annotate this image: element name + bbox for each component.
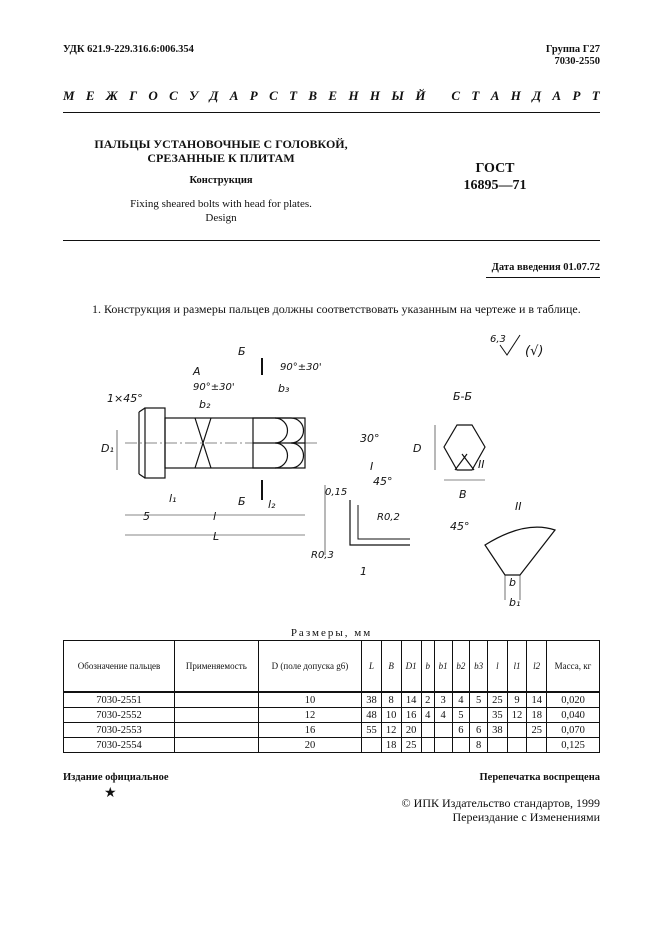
table-cell: 35 bbox=[488, 708, 508, 723]
title-line1: ПАЛЬЦЫ УСТАНОВОЧНЫЕ С ГОЛОВКОЙ, bbox=[94, 137, 348, 151]
banner-letter: Ж bbox=[105, 88, 118, 103]
table-cell bbox=[175, 692, 259, 708]
table-cell: 5 bbox=[470, 692, 488, 708]
table-cell: 5 bbox=[452, 708, 470, 723]
table-header-row bbox=[64, 641, 600, 693]
doc-title bbox=[80, 137, 362, 165]
label-30deg: 30° bbox=[360, 432, 380, 445]
table-caption: Размеры, мм bbox=[290, 627, 373, 639]
copyright-line1: © ИПК Издательство стандартов, 1999 bbox=[401, 796, 600, 810]
label-a: A bbox=[193, 365, 201, 378]
table-header-cell: Обозначение пальцев bbox=[64, 641, 175, 693]
label-l: l bbox=[213, 510, 217, 523]
label-b3: b₃ bbox=[278, 382, 290, 395]
label-45deg2: 45° bbox=[450, 520, 470, 533]
table-header-cell: b1 bbox=[434, 641, 452, 693]
label-roughness-paren: (√) bbox=[525, 344, 544, 359]
table-cell bbox=[421, 723, 434, 738]
table-cell bbox=[527, 738, 547, 753]
table-header-cell: l bbox=[488, 641, 508, 693]
table-cell bbox=[362, 738, 382, 753]
banner-letter: С bbox=[451, 88, 461, 103]
table-header-cell: L bbox=[362, 641, 382, 693]
banner-text bbox=[63, 88, 600, 104]
table-row bbox=[64, 738, 600, 753]
banner-letter: А bbox=[552, 88, 562, 103]
table-header-cell: l2 bbox=[527, 641, 547, 693]
banner-letter: А bbox=[229, 88, 239, 103]
label-chamfer: 1×45° bbox=[107, 392, 143, 405]
table-cell: 6 bbox=[452, 723, 470, 738]
label-l1: l₁ bbox=[169, 492, 177, 505]
table-cell: 55 bbox=[362, 723, 382, 738]
banner-letter: Д bbox=[532, 88, 542, 103]
label-roughness: 6,3 bbox=[490, 334, 506, 345]
label-5: 5 bbox=[143, 510, 150, 523]
copyright bbox=[402, 796, 600, 824]
english-line1: Fixing sheared bolts with head for plates. bbox=[130, 198, 312, 210]
gost-id: 16895—71 bbox=[463, 178, 527, 193]
table-cell: 7030-2553 bbox=[64, 723, 175, 738]
label-b-bottom: Б bbox=[238, 495, 246, 508]
table-cell: 14 bbox=[527, 692, 547, 708]
label-45deg: 45° bbox=[373, 475, 393, 488]
english-title bbox=[80, 197, 362, 225]
title-line2: СРЕЗАННЫЕ К ПЛИТАМ bbox=[147, 151, 295, 165]
label-I: I bbox=[370, 460, 374, 473]
banner-letter: Р bbox=[572, 88, 581, 103]
label-b2: b₂ bbox=[199, 398, 211, 411]
table-header-cell: D (поле допуска g6) bbox=[258, 641, 361, 693]
table-cell: 20 bbox=[401, 723, 421, 738]
banner-letter: О bbox=[148, 88, 158, 103]
table-cell bbox=[434, 723, 452, 738]
dimensions-table bbox=[63, 640, 600, 753]
gost-label: ГОСТ bbox=[475, 161, 515, 176]
banner-letter: Й bbox=[415, 88, 426, 103]
table-cell bbox=[421, 738, 434, 753]
label-l2: l₂ bbox=[268, 498, 276, 511]
table-row bbox=[64, 708, 600, 723]
udk-code: УДК 621.9-229.316.6:006.354 bbox=[63, 44, 194, 55]
table-header-cell: b3 bbox=[470, 641, 488, 693]
label-015a: 0,15 bbox=[325, 487, 348, 498]
table-cell: 20 bbox=[258, 738, 361, 753]
official-edition: Издание официальное bbox=[63, 772, 169, 783]
table-cell bbox=[452, 738, 470, 753]
paragraph-1: 1. Конструкция и размеры пальцев должны соответствовать указанным на чертеже и в таблице. bbox=[92, 302, 581, 316]
intro-underline bbox=[486, 277, 600, 278]
banner-letter: Д bbox=[209, 88, 219, 103]
table-cell: 0,020 bbox=[547, 692, 600, 708]
label-r03: R0,3 bbox=[311, 550, 334, 561]
banner-letter: У bbox=[189, 88, 199, 103]
table-cell: 48 bbox=[362, 708, 382, 723]
table-cell: 12 bbox=[258, 708, 361, 723]
table-row bbox=[64, 723, 600, 738]
table-row bbox=[64, 692, 600, 708]
banner-letter: С bbox=[169, 88, 178, 103]
banner-letter: Т bbox=[289, 88, 298, 103]
banner-letter bbox=[437, 88, 440, 104]
label-b-top: Б bbox=[238, 345, 246, 358]
label-1: 1 bbox=[360, 565, 367, 578]
group-code bbox=[546, 44, 600, 68]
doc-subtitle: Конструкция bbox=[189, 175, 253, 186]
table-cell: 25 bbox=[488, 692, 508, 708]
table-cell: 9 bbox=[507, 692, 527, 708]
label-angle2: 90°±30' bbox=[280, 362, 322, 373]
doc-code: 7030-2550 bbox=[554, 56, 600, 67]
table-cell: 0,040 bbox=[547, 708, 600, 723]
table-cell: 14 bbox=[401, 692, 421, 708]
label-II-a: II bbox=[478, 458, 485, 471]
banner-letter: С bbox=[269, 88, 278, 103]
table-cell: 10 bbox=[258, 692, 361, 708]
copyright-line2: Переиздание с Изменениями bbox=[452, 810, 600, 824]
table-cell: 25 bbox=[401, 738, 421, 753]
table-cell: 18 bbox=[527, 708, 547, 723]
header-rule bbox=[63, 112, 600, 113]
table-cell: 6 bbox=[470, 723, 488, 738]
table-cell: 12 bbox=[507, 708, 527, 723]
table-cell: 4 bbox=[452, 692, 470, 708]
table-cell: 25 bbox=[527, 723, 547, 738]
reprint-forbidden: Перепечатка воспрещена bbox=[479, 772, 600, 783]
table-header-cell: Применяемость bbox=[175, 641, 259, 693]
label-b: b bbox=[509, 576, 516, 589]
title-rule bbox=[63, 240, 600, 241]
label-D: D bbox=[413, 442, 422, 455]
table-cell bbox=[175, 738, 259, 753]
table-header-cell: b bbox=[421, 641, 434, 693]
technical-drawing bbox=[95, 330, 565, 620]
label-L: L bbox=[213, 530, 220, 543]
table-cell bbox=[470, 708, 488, 723]
label-angle1: 90°±30' bbox=[193, 382, 235, 393]
table-header-cell: D1 bbox=[401, 641, 421, 693]
banner-letter: Н bbox=[510, 88, 521, 103]
table-cell: 12 bbox=[381, 723, 401, 738]
label-B: B bbox=[459, 488, 467, 501]
table-cell: 7030-2552 bbox=[64, 708, 175, 723]
banner-letter: Т bbox=[591, 88, 600, 103]
banner-letter: Ы bbox=[391, 88, 404, 103]
table-cell: 7030-2551 bbox=[64, 692, 175, 708]
table-cell bbox=[434, 738, 452, 753]
table-body bbox=[64, 692, 600, 753]
table-cell: 16 bbox=[258, 723, 361, 738]
table-cell: 0,125 bbox=[547, 738, 600, 753]
table-cell bbox=[175, 723, 259, 738]
banner-letter: Т bbox=[471, 88, 480, 103]
table-header-cell: b2 bbox=[452, 641, 470, 693]
table-cell: 4 bbox=[434, 708, 452, 723]
table-cell: 3 bbox=[434, 692, 452, 708]
gost-number bbox=[440, 160, 550, 194]
table-cell: 8 bbox=[470, 738, 488, 753]
table-cell bbox=[507, 723, 527, 738]
table-cell: 2 bbox=[421, 692, 434, 708]
table-cell: 16 bbox=[401, 708, 421, 723]
table-cell: 4 bbox=[421, 708, 434, 723]
table-cell bbox=[488, 738, 508, 753]
table-header-cell: l1 bbox=[507, 641, 527, 693]
table-cell: 8 bbox=[381, 692, 401, 708]
banner-letter: Р bbox=[249, 88, 258, 103]
table-cell: 0,070 bbox=[547, 723, 600, 738]
star-mark: ★ bbox=[104, 786, 117, 801]
banner-letter: А bbox=[490, 88, 500, 103]
table-header-cell: Масса, кг bbox=[547, 641, 600, 693]
label-r02: R0,2 bbox=[377, 512, 400, 523]
table-header-cell: B bbox=[381, 641, 401, 693]
standard-banner bbox=[63, 88, 600, 104]
english-line2: Design bbox=[205, 212, 237, 224]
banner-letter: Н bbox=[369, 88, 381, 103]
table-cell: 38 bbox=[488, 723, 508, 738]
banner-letter: Е bbox=[85, 88, 95, 103]
table-cell bbox=[175, 708, 259, 723]
table-cell: 18 bbox=[381, 738, 401, 753]
label-section-bb: Б-Б bbox=[453, 390, 473, 403]
banner-letter: Г bbox=[129, 88, 138, 103]
table-cell bbox=[507, 738, 527, 753]
banner-letter: В bbox=[308, 88, 318, 103]
label-II-b: II bbox=[515, 500, 522, 513]
table-cell: 38 bbox=[362, 692, 382, 708]
table-cell: 7030-2554 bbox=[64, 738, 175, 753]
banner-letter: М bbox=[63, 88, 75, 103]
group-label: Группа Г27 bbox=[545, 44, 600, 55]
label-b1: b₁ bbox=[509, 596, 521, 609]
intro-date: Дата введения 01.07.72 bbox=[491, 262, 600, 273]
label-d1: D₁ bbox=[101, 442, 114, 455]
banner-letter: Е bbox=[328, 88, 338, 103]
table-cell: 10 bbox=[381, 708, 401, 723]
banner-letter: Н bbox=[348, 88, 359, 103]
